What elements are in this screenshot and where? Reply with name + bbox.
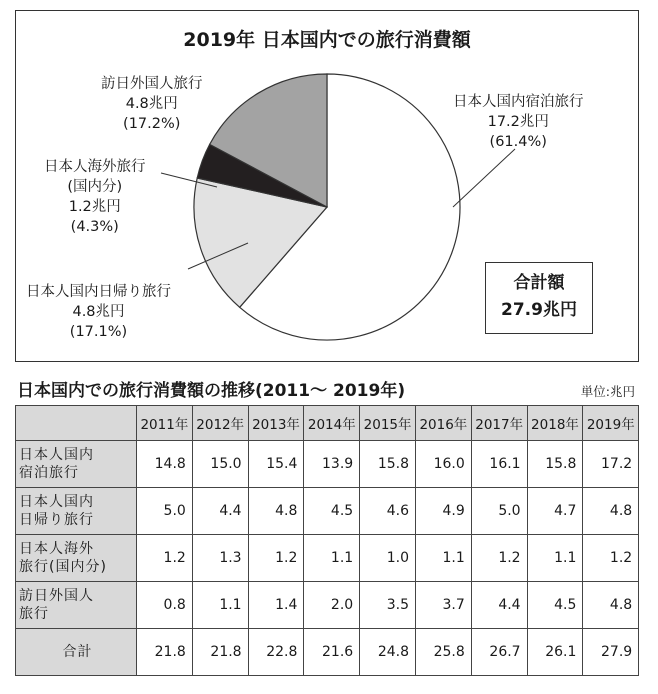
leader-line-domestic-overnight [453,149,515,207]
data-cell: 1.2 [248,535,304,582]
total-label: 合計額 [513,273,565,293]
data-cell: 4.8 [248,488,304,535]
data-cell: 1.1 [527,535,583,582]
data-table [15,405,639,676]
table-row [16,535,639,582]
table-row [16,488,639,535]
table-header-row [16,406,639,441]
data-cell: 16.0 [415,441,471,488]
slice-label-line: 1.2兆円 [68,199,121,215]
column-header: 2013年 [248,406,304,441]
row-header-line: 旅行 [19,606,49,622]
data-cell: 4.8 [583,488,639,535]
data-cell: 22.8 [248,629,304,676]
data-cell: 0.8 [137,582,193,629]
data-cell: 1.2 [471,535,527,582]
table-unit: 単位:兆円 [580,384,635,399]
data-cell: 3.7 [415,582,471,629]
row-header [16,488,137,535]
data-cell: 14.8 [137,441,193,488]
row-header-line: 訪日外国人 [19,588,94,604]
row-header [16,629,137,676]
table-header [15,372,639,402]
table-corner-cell [16,406,137,441]
row-header-line: 宿泊旅行 [19,465,79,481]
slice-label-domestic-daytrip [26,282,171,342]
column-header: 2012年 [192,406,248,441]
row-header-line: 旅行(国内分) [19,559,107,575]
slice-label-line: 日本人海外旅行 [44,159,146,175]
data-cell: 1.2 [583,535,639,582]
total-box [485,262,593,334]
row-header [16,535,137,582]
slice-label-line: (17.1%) [69,324,128,340]
data-cell: 15.8 [527,441,583,488]
data-cell: 21.6 [304,629,360,676]
slice-label-domestic-overnight [453,92,584,152]
row-header-line: 日本人海外 [19,541,94,557]
column-header: 2017年 [471,406,527,441]
table-row [16,441,639,488]
data-cell: 24.8 [360,629,416,676]
row-header-line: 日本人国内 [19,494,94,510]
slice-label-line: 日本人国内宿泊旅行 [453,94,584,110]
slice-label-line: (61.4%) [489,134,547,150]
slice-label-line: (国内分) [67,179,123,195]
table-body [16,441,639,676]
slice-label-line: 4.8兆円 [125,96,178,112]
row-header [16,441,137,488]
slice-label-outbound-domestic-part [44,157,146,237]
slice-label-inbound-visitors [101,74,203,134]
slice-label-line: 17.2兆円 [487,114,549,130]
data-cell: 1.2 [137,535,193,582]
data-cell: 15.4 [248,441,304,488]
data-cell: 1.1 [304,535,360,582]
slice-label-line: 4.8兆円 [72,304,125,320]
data-cell: 17.2 [583,441,639,488]
data-cell: 4.8 [583,582,639,629]
data-cell: 4.4 [192,488,248,535]
column-header: 2016年 [415,406,471,441]
data-cell: 15.8 [360,441,416,488]
data-cell: 25.8 [415,629,471,676]
slice-label-line: (4.3%) [70,219,119,235]
table-title: 日本国内での旅行消費額の推移(2011～ 2019年) [17,381,406,401]
column-header: 2018年 [527,406,583,441]
data-cell: 4.9 [415,488,471,535]
row-header-line: 日本人国内 [19,447,94,463]
column-header: 2019年 [583,406,639,441]
data-cell: 1.1 [192,582,248,629]
data-cell: 16.1 [471,441,527,488]
data-cell: 26.7 [471,629,527,676]
total-value: 27.9兆円 [501,300,577,320]
data-cell: 5.0 [471,488,527,535]
data-cell: 21.8 [192,629,248,676]
row-header-line: 合計 [62,644,93,660]
data-cell: 4.7 [527,488,583,535]
data-cell: 1.4 [248,582,304,629]
row-header [16,582,137,629]
slice-label-line: 訪日外国人旅行 [101,76,203,92]
data-cell: 4.5 [304,488,360,535]
data-cell: 1.1 [415,535,471,582]
column-header: 2015年 [360,406,416,441]
data-cell: 1.3 [192,535,248,582]
column-header: 2014年 [304,406,360,441]
data-cell: 5.0 [137,488,193,535]
data-cell: 13.9 [304,441,360,488]
slice-label-line: (17.2%) [123,116,181,132]
data-cell: 15.0 [192,441,248,488]
pie-title: 2019年 日本国内での旅行消費額 [183,29,471,51]
data-cell: 21.8 [137,629,193,676]
data-cell: 4.4 [471,582,527,629]
slice-label-line: 日本人国内日帰り旅行 [26,284,171,300]
data-cell: 4.5 [527,582,583,629]
pie-chart-panel [15,10,639,362]
data-cell: 27.9 [583,629,639,676]
data-cell: 26.1 [527,629,583,676]
data-cell: 1.0 [360,535,416,582]
table-row [16,582,639,629]
table-row [16,629,639,676]
row-header-line: 日帰り旅行 [19,512,94,528]
data-cell: 4.6 [360,488,416,535]
data-cell: 2.0 [304,582,360,629]
column-header: 2011年 [137,406,193,441]
data-cell: 3.5 [360,582,416,629]
